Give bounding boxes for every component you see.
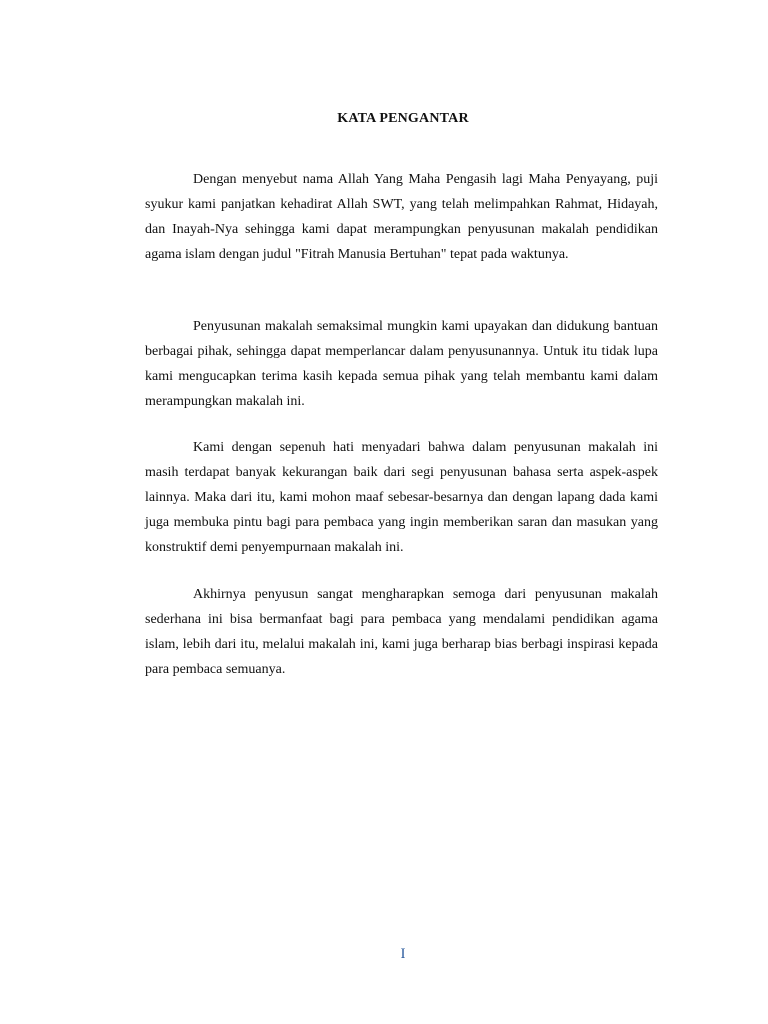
page-number: I bbox=[400, 946, 406, 962]
paragraph-closing: Akhirnya penyusun sangat mengharapkan semoga dari penyusunan makalah sederhana ini bisa bermanfaat bagi para pembaca yang mendalami pendidikan agama islam, lebih dari itu, melalui makalah ini, kami juga berharap bias berbagi inspirasi kepada para pembaca semuanya. bbox=[145, 587, 658, 677]
paragraph-acknowledgement: Penyusunan makalah semaksimal mungkin kami upayakan dan didukung bantuan berbagai pihak, sehingga dapat memperlancar dalam penyusunannya. Untuk itu tidak lupa kami mengucapkan terima kasih kepada semua pihak yang telah membantu kami dalam merampungkan makalah ini. bbox=[145, 319, 658, 409]
paragraph-opening: Dengan menyebut nama Allah Yang Maha Pengasih lagi Maha Penyayang, puji syukur kami panjatkan kehadirat Allah SWT, yang telah melimpahkan Rahmat, Hidayah, dan Inayah-Nya sehingga kami dapat merampungkan penyusunan makalah pendidikan agama islam dengan judul "Fitrah Manusia Bertuhan" tepat pada waktunya. bbox=[145, 172, 658, 262]
paragraph-apology: Kami dengan sepenuh hati menyadari bahwa dalam penyusunan makalah ini masih terdapat banyak kekurangan baik dari segi penyusunan bahasa serta aspek-aspek lainnya. Maka dari itu, kami mohon maaf sebesar-besarnya dan dengan lapang dada kami juga membuka pintu bagi para pembaca yang ingin memberikan saran dan masukan yang konstruktif demi penyempurnaan makalah ini. bbox=[145, 440, 658, 555]
page-title: KATA PENGANTAR bbox=[337, 111, 469, 126]
